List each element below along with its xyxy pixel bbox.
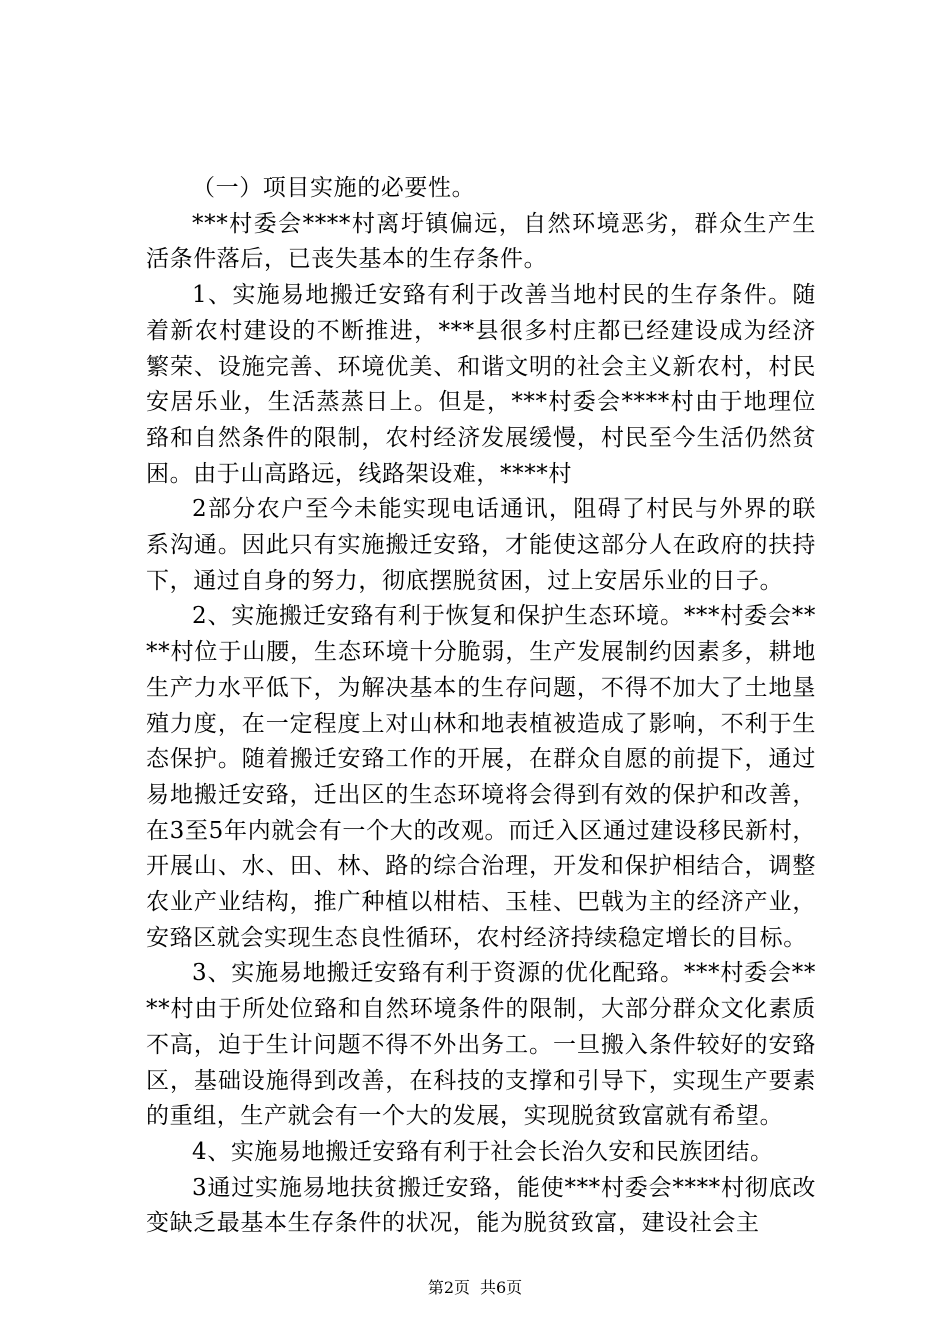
paragraph-point-4-continued: 3通过实施易地扶贫搬迁安臵，能使***村委会****村彻底改变缺乏最基本生存条件的状况，能为脱贫致富，建设社会主 — [146, 1174, 816, 1237]
page-number: 第2页 — [427, 1278, 470, 1297]
paragraph-point-1-continued: 2部分农户至今未能实现电话通讯，阻碍了村民与外界的联系沟通。因此只有实施搬迁安臵，才能使这部分人在政府的扶持下，通过自身的努力，彻底摆脱贫困，过上安居乐业的日子。 — [146, 496, 816, 594]
document-body — [146, 171, 816, 1242]
page-footer — [0, 1278, 950, 1298]
paragraph-point-1: 1、实施易地搬迁安臵有利于改善当地村民的生存条件。随着新农村建设的不断推进，***县很多村庄都已经建设成为经济繁荣、设施完善、环境优美、和谐文明的社会主义新农村，村民安居乐业，生活蒸蒸日上。但是，***村委会****村由于地理位臵和自然条件的限制，农村经济发展缓慢，村民至今生活仍然贫困。由于山高路远，线路架设难，****村 — [146, 282, 816, 487]
paragraph-point-4: 4、实施易地搬迁安臵有利于社会长治久安和民族团结。 — [192, 1138, 774, 1165]
paragraph-point-3: 3、实施易地搬迁安臵有利于资源的优化配臵。***村委会****村由于所处位臵和自然环境条件的限制，大部分群众文化素质不高，迫于生计问题不得不外出务工。一旦搬入条件较好的安臵区，基础设施得到改善，在科技的支撑和引导下，实现生产要素的重组，生产就会有一个大的发展，实现脱贫致富就有希望。 — [146, 960, 816, 1130]
paragraph-point-2: 2、实施搬迁安臵有利于恢复和保护生态环境。***村委会****村位于山腰，生态环境十分脆弱，生产发展制约因素多，耕地生产力水平低下，为解决基本的生存问题，不得不加大了土地垦殖力度，在一定程度上对山林和地表植被造成了影响，不利于生态保护。随着搬迁安臵工作的开展，在群众自愿的前提下，通过易地搬迁安臵，迁出区的生态环境将会得到有效的保护和改善，在3至5年内就会有一个大的改观。而迁入区通过建设移民新村，开展山、水、田、林、路的综合治理，开发和保护相结合，调整农业产业结构，推广种植以柑桔、玉桂、巴戟为主的经济产业，安臵区就会实现生态良性循环，农村经济持续稳定增长的目标。 — [146, 603, 816, 951]
page-total: 共6页 — [480, 1278, 523, 1297]
paragraph-intro: ***村委会****村离圩镇偏远，自然环境恶劣，群众生产生活条件落后，已丧失基本的生存条件。 — [146, 210, 816, 273]
section-heading: （一）项目实施的必要性。 — [192, 175, 476, 201]
